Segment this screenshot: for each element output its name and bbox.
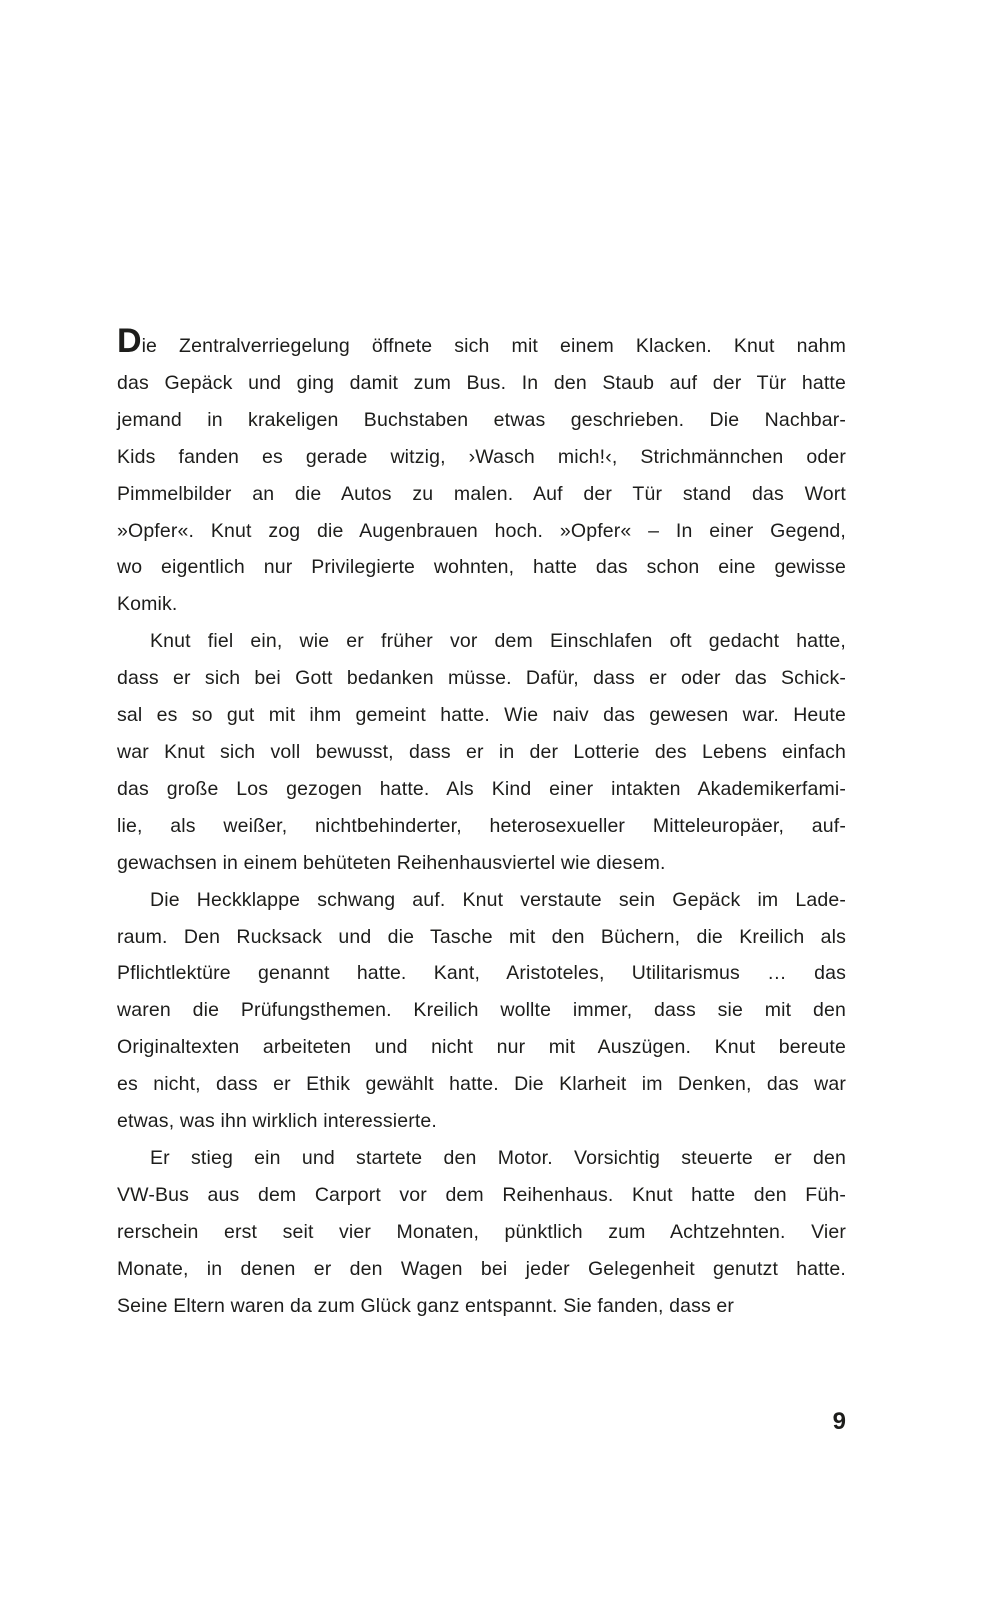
text-line: VW-Bus aus dem Carport vor dem Reihenhaus. Knut hatte den Füh-	[117, 1183, 846, 1206]
text-line: sal es so gut mit ihm gemeint hatte. Wie naiv das gewesen war. Heute	[117, 704, 846, 727]
text-line: Originaltexten arbeiteten und nicht nur mit Auszügen. Knut bereute	[117, 1036, 846, 1059]
text-line: Monate, in denen er den Wagen bei jeder Gelegenheit genutzt hatte.	[117, 1257, 846, 1280]
text-line: rerschein erst seit vier Monaten, pünktlich zum Achtzehnten. Vier	[117, 1220, 846, 1243]
body-text	[117, 322, 846, 1324]
drop-cap-initial: D	[117, 322, 142, 360]
page-number: 9	[832, 1408, 846, 1435]
text-line: Pimmelbilder an die Autos zu malen. Auf der Tür stand das Wort	[117, 482, 846, 505]
text-line: waren die Prüfungsthemen. Kreilich wollte immer, dass sie mit den	[117, 999, 846, 1022]
text-line: »Opfer«. Knut zog die Augenbrauen hoch. »Opfer« – In einer Gegend,	[117, 519, 846, 542]
text-line: Seine Eltern waren da zum Glück ganz entspannt. Sie fanden, dass er	[117, 1294, 735, 1317]
text-line: raum. Den Rucksack und die Tasche mit den Büchern, die Kreilich als	[117, 925, 846, 948]
text-line: jemand in krakeligen Buchstaben etwas geschrieben. Die Nachbar-	[117, 408, 846, 431]
text-line: das große Los gezogen hatte. Als Kind einer intakten Akademikerfami-	[117, 777, 846, 800]
text-line: etwas, was ihn wirklich interessierte.	[117, 1110, 437, 1133]
text-line: Pflichtlektüre genannt hatte. Kant, Aristoteles, Utilitarismus … das	[117, 962, 846, 985]
text-line: Die Heckklappe schwang auf. Knut verstaute sein Gepäck im Lade-	[150, 888, 846, 911]
text-line: gewachsen in einem behüteten Reihenhausviertel wie diesem.	[117, 851, 666, 874]
text-line: Kids fanden es gerade witzig, ›Wasch mich!‹, Strichmännchen oder	[117, 445, 846, 468]
text-line: Knut fiel ein, wie er früher vor dem Einschlafen oft gedacht hatte,	[150, 630, 846, 653]
text-line: lie, als weißer, nichtbehinderter, heterosexueller Mitteleuropäer, auf-	[117, 814, 846, 837]
text-line: Die Zentralverriegelung öffnete sich mit einem Klacken. Knut nahm	[117, 322, 846, 360]
text-line: wo eigentlich nur Privilegierte wohnten, hatte das schon eine gewisse	[117, 556, 846, 579]
text-line: es nicht, dass er Ethik gewählt hatte. Die Klarheit im Denken, das war	[117, 1073, 846, 1096]
text-line: das Gepäck und ging damit zum Bus. In den Staub auf der Tür hatte	[117, 371, 846, 394]
text-line: dass er sich bei Gott bedanken müsse. Dafür, dass er oder das Schick-	[117, 667, 846, 690]
text-line: Er stieg ein und startete den Motor. Vorsichtig steuerte er den	[150, 1146, 846, 1169]
text-line: war Knut sich voll bewusst, dass er in der Lotterie des Lebens einfach	[117, 740, 846, 763]
text-line: Komik.	[117, 593, 178, 616]
